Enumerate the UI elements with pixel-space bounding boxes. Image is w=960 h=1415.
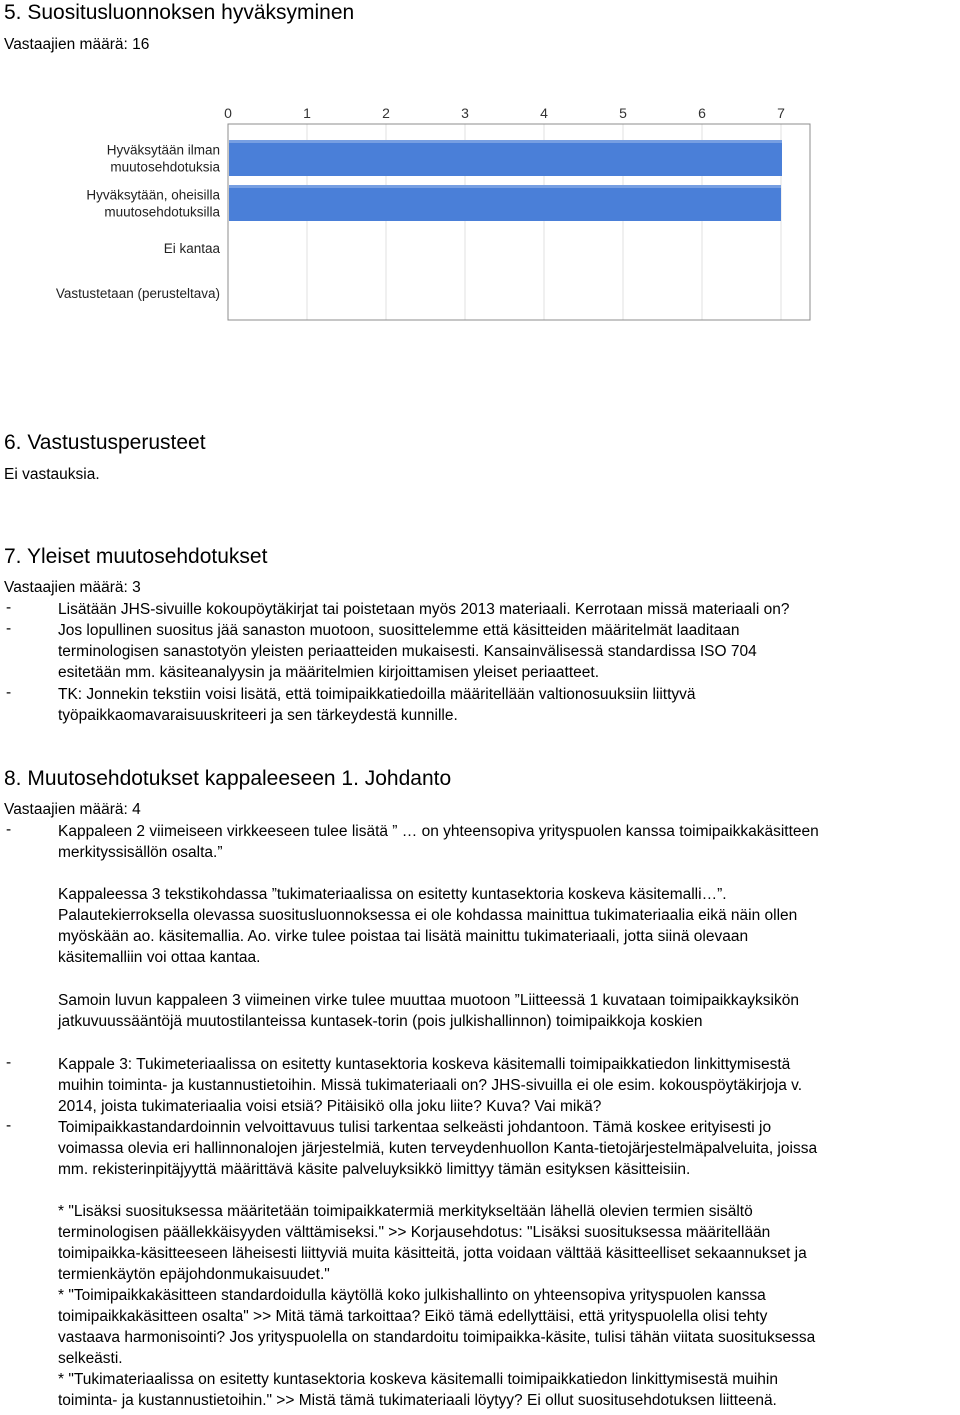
section-6-title: 6. Vastustusperusteet xyxy=(4,431,206,454)
s8-block-4 xyxy=(58,1054,958,1117)
s8-block-2-line: myöskään ao. käsitemallia. Ao. virke tulee poistaa tai lisätä mainittu tukimateriaali, jotta siinä olevaan xyxy=(58,928,749,945)
s8-block-3-line: Samoin luvun kappaleen 3 viimeinen virke tulee muuttaa muotoon ”Liitteessä 1 kuvataan toimipaikkayksikön xyxy=(58,992,799,1009)
s8-block-6-line: selkeästi. xyxy=(58,1350,123,1367)
s8-block-4-line: 2014, joista tukimateriaalia voisi etsiä? Pitäisikö olla joku liite? Kuva? Vai mikä? xyxy=(58,1098,602,1115)
s8-block-4-line: Kappale 3: Tukimeteriaalissa on esitetty kuntasektoria koskeva käsitemalli toimipaikkatiedon linkittymisestä xyxy=(58,1056,791,1073)
s7-item-3-line: TK: Jonnekin tekstiin voisi lisätä, että toimipaikkatiedoilla määritellään valtionosuuksiin liittyvä xyxy=(58,686,696,703)
section-5-title: 5. Suositusluonnoksen hyväksyminen xyxy=(4,1,355,24)
chart-category-label: muutosehdotuksilla xyxy=(104,204,220,220)
chart-x-tick-label: 0 xyxy=(224,105,232,121)
chart-category-labels xyxy=(56,143,221,302)
s7-item-2 xyxy=(58,620,958,683)
s7-item-3-line: työpaikkaomavaraisuuskriteeri ja sen tärkeydestä kunnille. xyxy=(58,707,458,724)
s7-item-3 xyxy=(58,684,958,726)
chart-x-tick-label: 4 xyxy=(540,105,548,121)
s8-block-5-dash: - xyxy=(6,1117,12,1134)
section-8-respondent-count: Vastaajien määrä: 4 xyxy=(4,801,141,818)
s7-item-1-line: Lisätään JHS-sivuille kokoupöytäkirjat tai poistetaan myös 2013 materiaali. Kerrotaan missä materiaali on? xyxy=(58,601,790,618)
chart-x-tick-label: 6 xyxy=(698,105,706,121)
chart-x-tick-label: 3 xyxy=(461,105,469,121)
s8-block-3-line: jatkuvuussääntöjä muutostilanteissa kuntasek-torin (pois julkishallinnon) toimipaikkoja koskien xyxy=(58,1013,703,1030)
s8-block-2-line: käsitemalliin voi ottaa kantaa. xyxy=(58,949,261,966)
section-8-title: 8. Muutosehdotukset kappaleeseen 1. Johdanto xyxy=(4,767,452,790)
chart-x-tick-label: 5 xyxy=(619,105,627,121)
s8-block-2-line: Palautekierroksella olevassa suositusluonnoksessa ei ole kohdassa mainittua tukimateriaalia eikä näin ollen xyxy=(58,907,798,924)
s8-block-2-line: Kappaleessa 3 tekstikohdassa ”tukimateriaalissa on esitetty kuntasektoria koskeva käsitemalli…”. xyxy=(58,886,727,903)
s8-block-6-line: terminologisen päällekkäisyyden välttämiseksi." >> Korjausehdotus: "Lisäksi suosituksessa määritellään xyxy=(58,1224,771,1241)
s7-item-1-dash: - xyxy=(6,599,12,616)
chart-bar-highlight xyxy=(229,140,782,143)
s8-block-1-line: merkityssisällön osalta.” xyxy=(58,844,223,861)
section-5-respondent-count: Vastaajien määrä: 16 xyxy=(4,36,150,53)
s8-block-6-line: toimipaikkakäsitteen osalta" >> Mitä tämä tarkoittaa? Eikö tämä edellyttäisi, että yrityspuolella olisi tehty xyxy=(58,1308,768,1325)
section-7-respondent-count: Vastaajien määrä: 3 xyxy=(4,579,141,596)
s8-block-4-line: muihin toiminta- ja kustannustietoihin. Missä tukimateriaali on? JHS-sivuilla ei ole esim. kokouspöytäkirjoja v. xyxy=(58,1077,803,1094)
chart-x-tick-label: 7 xyxy=(777,105,785,121)
s8-block-6-line: * "Tukimateriaalissa on esitetty kuntasektoria koskeva käsitemalli toimipaikkatiedon linkittymisestä muihin xyxy=(58,1371,778,1388)
s8-block-6-line: toimipaikka-käsitteeseen läheisesti liittyviä muita käsitteitä, jotta voidaan välttää käsitteelliset sekaannukset ja xyxy=(58,1245,807,1262)
s8-block-1 xyxy=(58,821,958,863)
chart-x-ticks xyxy=(224,105,785,121)
s7-item-1 xyxy=(58,599,958,620)
s8-block-1-dash: - xyxy=(6,821,12,838)
chart-category-label: Ei kantaa xyxy=(163,241,220,256)
chart-bar xyxy=(229,140,782,176)
s8-block-5 xyxy=(58,1117,958,1180)
s7-item-2-line: Jos lopullinen suositus jää sanaston muotoon, suosittelemme että käsitteiden määritelmät laaditaan xyxy=(58,622,740,639)
s7-item-2-line: terminologisen sanastotyön yleisten periaatteiden mukaisesti. Kansainvälisessä standardissa ISO 704 xyxy=(58,643,757,660)
chart-category-label: muutosehdotuksia xyxy=(110,159,220,175)
s8-block-6 xyxy=(58,1201,958,1411)
s8-block-3 xyxy=(58,990,958,1032)
s8-block-4-dash: - xyxy=(6,1054,12,1071)
response-bar-chart xyxy=(0,80,960,420)
chart-category-label: Hyväksytään, oheisilla xyxy=(86,187,220,203)
section-7-title: 7. Yleiset muutosehdotukset xyxy=(4,545,268,568)
s8-block-5-line: mm. rekisterinpitäjyyttä määrittävä käsite palveluyksikkö limittyy tämän esityksen käsitteisiin. xyxy=(58,1161,691,1178)
s8-block-5-line: Toimipaikkastandardoinnin velvoittavuus tulisi tarkentaa selkeästi johdantoon. Tämä koskee erityisesti jo xyxy=(58,1119,772,1136)
chart-bar xyxy=(229,185,781,221)
chart-bars xyxy=(229,140,782,221)
s8-block-6-line: * "Lisäksi suosituksessa määritetään toimipaikkatermiä merkitykseltään lähellä olevien termien sisältö xyxy=(58,1203,753,1220)
chart-bar-highlight xyxy=(229,185,781,188)
chart-x-tick-label: 2 xyxy=(382,105,390,121)
s8-block-6-line: toiminta- ja kustannustietoihin." >> Mistä tämä tukimateriaali löytyy? Ei ollut suositusehdotuksen liitteenä. xyxy=(58,1392,777,1409)
s8-block-2 xyxy=(58,884,958,968)
section-6-no-answers: Ei vastauksia. xyxy=(4,466,100,483)
chart-x-tick-label: 1 xyxy=(303,105,311,121)
s7-item-2-line: esitetään mm. käsiteanalyysin ja määritelmien kirjoittamisen yleiset periaatteet. xyxy=(58,664,600,681)
s7-item-3-dash: - xyxy=(6,684,12,701)
s8-block-6-line: vastaava harmonisointi? Jos yrityspuolella on standardoitu toimipaikka-käsite, tulisi tähän viitata suosituksessa xyxy=(58,1329,816,1346)
s8-block-6-line: termienkäytön epäjohdonmukaisuudet." xyxy=(58,1266,330,1283)
s8-block-1-line: Kappaleen 2 viimeiseen virkkeeseen tulee lisätä ” … on yhteensopiva yrityspuolen kanssa toimipaikkakäsitteen xyxy=(58,823,819,840)
s8-block-6-line: * "Toimipaikkakäsitteen standardoidulla käytöllä koko julkishallinto on yhteensopiva yrityspuolen kanssa xyxy=(58,1287,766,1304)
chart-category-label: Vastustetaan (perusteltava) xyxy=(55,286,220,301)
s8-block-5-line: voimassa olevia eri hallinnonalojen järjestelmiä, kuten terveydenhuollon Kanta-tietojärjestelmäpalveluita, joissa xyxy=(58,1140,818,1157)
s7-item-2-dash: - xyxy=(6,620,12,637)
chart-category-label: Hyväksytään ilman xyxy=(106,142,220,158)
